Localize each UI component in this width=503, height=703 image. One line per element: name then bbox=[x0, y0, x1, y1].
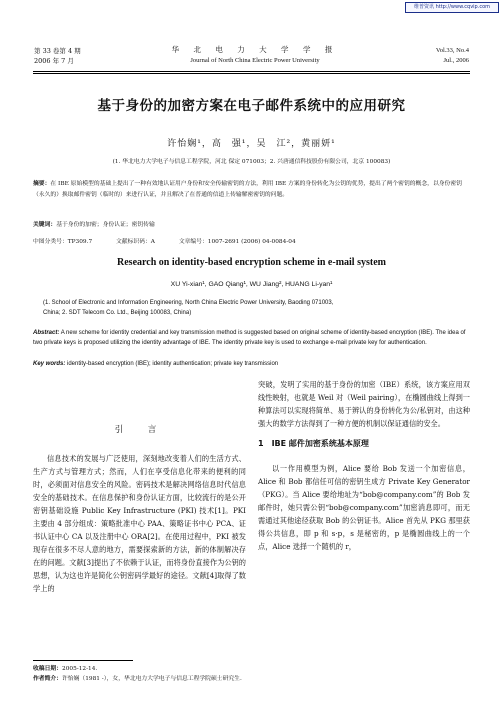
received-label: 收稿日期： bbox=[33, 666, 62, 672]
section-heading-1: 1 IBE 邮件加密系统基本原理 bbox=[258, 439, 369, 448]
journal-name-en: Journal of North China Electric Power University bbox=[190, 57, 320, 64]
header-volume-cn bbox=[34, 46, 81, 66]
keywords-cn-label: 关键词： bbox=[33, 222, 57, 228]
footnote-author bbox=[33, 674, 470, 684]
paper-title-en: Research on identity-based encryption scheme in e-mail system bbox=[117, 257, 386, 268]
source-stamp: 维普资讯 http://www.cqvip.com bbox=[405, 2, 499, 13]
keywords-en-label: Key words: bbox=[33, 361, 66, 367]
abstract-cn bbox=[33, 179, 470, 201]
keywords-cn bbox=[33, 219, 470, 228]
article-id: 文章编号：1007-2691 (2006) 04-0084-04 bbox=[178, 239, 296, 245]
footnote-rule bbox=[33, 660, 133, 661]
affiliation-en bbox=[43, 298, 473, 318]
abstract-en bbox=[33, 328, 470, 348]
date-cn: 2006 年 7 月 bbox=[34, 57, 74, 65]
affiliation-cn: (1. 华北电力大学电子与信息工程学院，河北 保定 071003；2. 兴唐通信科技股份有限公司，北京 100083) bbox=[112, 159, 391, 165]
authors-en: XU Yi-xian¹, GAO Qiang¹, WU Jiang², HUANG Li-yan¹ bbox=[170, 281, 333, 288]
abstract-en-text: A new scheme for identity credential and key transmission method is suggested based on original scheme of identity-based encryption (IBE). The idea of two private keys is proposed utilizing the identity advantage of IBE. The identity private key is used to exchange e-mail private key for authentication. bbox=[33, 330, 466, 346]
keywords-en bbox=[33, 361, 470, 367]
received-date: 2005-12-14. bbox=[62, 666, 98, 672]
section-heading-intro: 引 言 bbox=[114, 425, 165, 435]
abstract-cn-text: 在 IBE 原始模型的基础上提出了一种有效地认证用户身份和安全传输密钥的方法，利用 IBE 方案的身份转化为公钥的优势，提出了两个密钥的概念，以身份密钥（永久的）换取邮件密钥（临时的）来进行认证，并且解决了在普通的信道上传输解密密钥的问题。 bbox=[33, 181, 462, 198]
header-rule-thin bbox=[33, 73, 470, 74]
abstract-en-label: Abstract: bbox=[33, 330, 60, 336]
journal-name-cn: 华 北 电 力 大 学 学 报 bbox=[171, 45, 339, 54]
keywords-en-text: identity-based encryption (IBE); identity authentication; private key transmission bbox=[67, 361, 279, 367]
intro-paragraph: 信息技术的发展与广泛使用，深刻地改变着人们的生活方式、生产方式与管理方式；然而，人们在享受信息化带来的便利的同时，必须面对信息安全的风险。密码技术是解决网络信息时代信息安全的基础技术。在信息保护和身份认证方面，比较流行的是公开密钥基础设施 Public Key Infrastructure (PKI) 技术[1]。PKI 主要由 4 部分组成：策略批准中心 PAA、策略证书中心 PCA、证书认证中心 CA 以及注册中心 ORA[2]。在使用过程中，PKI 被发现存在很多不尽人意的地方，需要探索新的方法，新的体制解决存在的问题。文献[3]提出了不依赖于认证，而将身份直接作为公钥的思想，认为这也许是简化公钥密码学最好的途径。文献[4]取得了数学上的 bbox=[33, 454, 246, 593]
header-volume-en bbox=[436, 46, 469, 66]
authors-cn: 许怡娴¹，高 强¹，吴 江²，黄丽妍¹ bbox=[167, 139, 336, 149]
right-column-paragraph-1: 突破，发明了实用的基于身份的加密（IBE）系统，该方案应用双线性映射，也就是 Weil 对（Weil pairing），在椭圆曲线上得到一种算法可以实现将简单、易于辨认的身份转化为公/私钥对，由这种强大的数学方法得到了一种方便的机制以保证通信的安全。 bbox=[258, 380, 470, 428]
footnote bbox=[33, 664, 470, 684]
keywords-cn-text: 基于身份的加密；身份认证；密钥传输 bbox=[56, 222, 155, 228]
paper-title-cn: 基于身份的加密方案在电子邮件系统中的应用研究 bbox=[97, 98, 406, 114]
affiliation-en-line1: (1. School of Electronic and Information Engineering, North China Electric Power University, Baoding 071003, bbox=[43, 300, 334, 306]
date-en: Jul., 2006 bbox=[443, 57, 469, 64]
volume-cn: 第 33 卷第 4 期 bbox=[34, 47, 81, 55]
header-rule bbox=[33, 71, 470, 72]
header-journal bbox=[140, 44, 370, 66]
abstract-cn-label: 摘要： bbox=[33, 181, 51, 187]
document-code: 文献标识码：A bbox=[116, 239, 155, 245]
clc-number: 中图分类号：TP309.7 bbox=[33, 239, 93, 245]
right-column-paragraph-2: 以一作用模型为例，Alice 要给 Bob 发送一个加密信息，Alice 和 Bob 都信任可信的密钥生成方 Private Key Generator（PKG）。当 Alice 要给地址为“bob@company.com”的 Bob 发邮件时，她只需公钥“bob@company.com”加密消息即可，而无需通过其他途径获取 Bob 的公钥证书。Alice 首先从 PKG 那里获得公共信息，即 p 和 s·p，s 是秘密的，p 是椭圆曲线上的一个点，Alice 选择一个随机的 r， bbox=[258, 464, 470, 551]
author-bio: 许怡娴（1981 -），女，华北电力大学电子与信息工程学院硕士研究生. bbox=[62, 676, 242, 682]
classification-cn bbox=[33, 236, 470, 245]
affiliation-en-line2: China; 2. SDT Telecom Co. Ltd., Beijing 100083, China) bbox=[43, 310, 192, 316]
footnote-received bbox=[33, 664, 470, 674]
volume-en: Vol.33, No.4 bbox=[435, 47, 469, 54]
author-bio-label: 作者简介： bbox=[33, 676, 62, 682]
